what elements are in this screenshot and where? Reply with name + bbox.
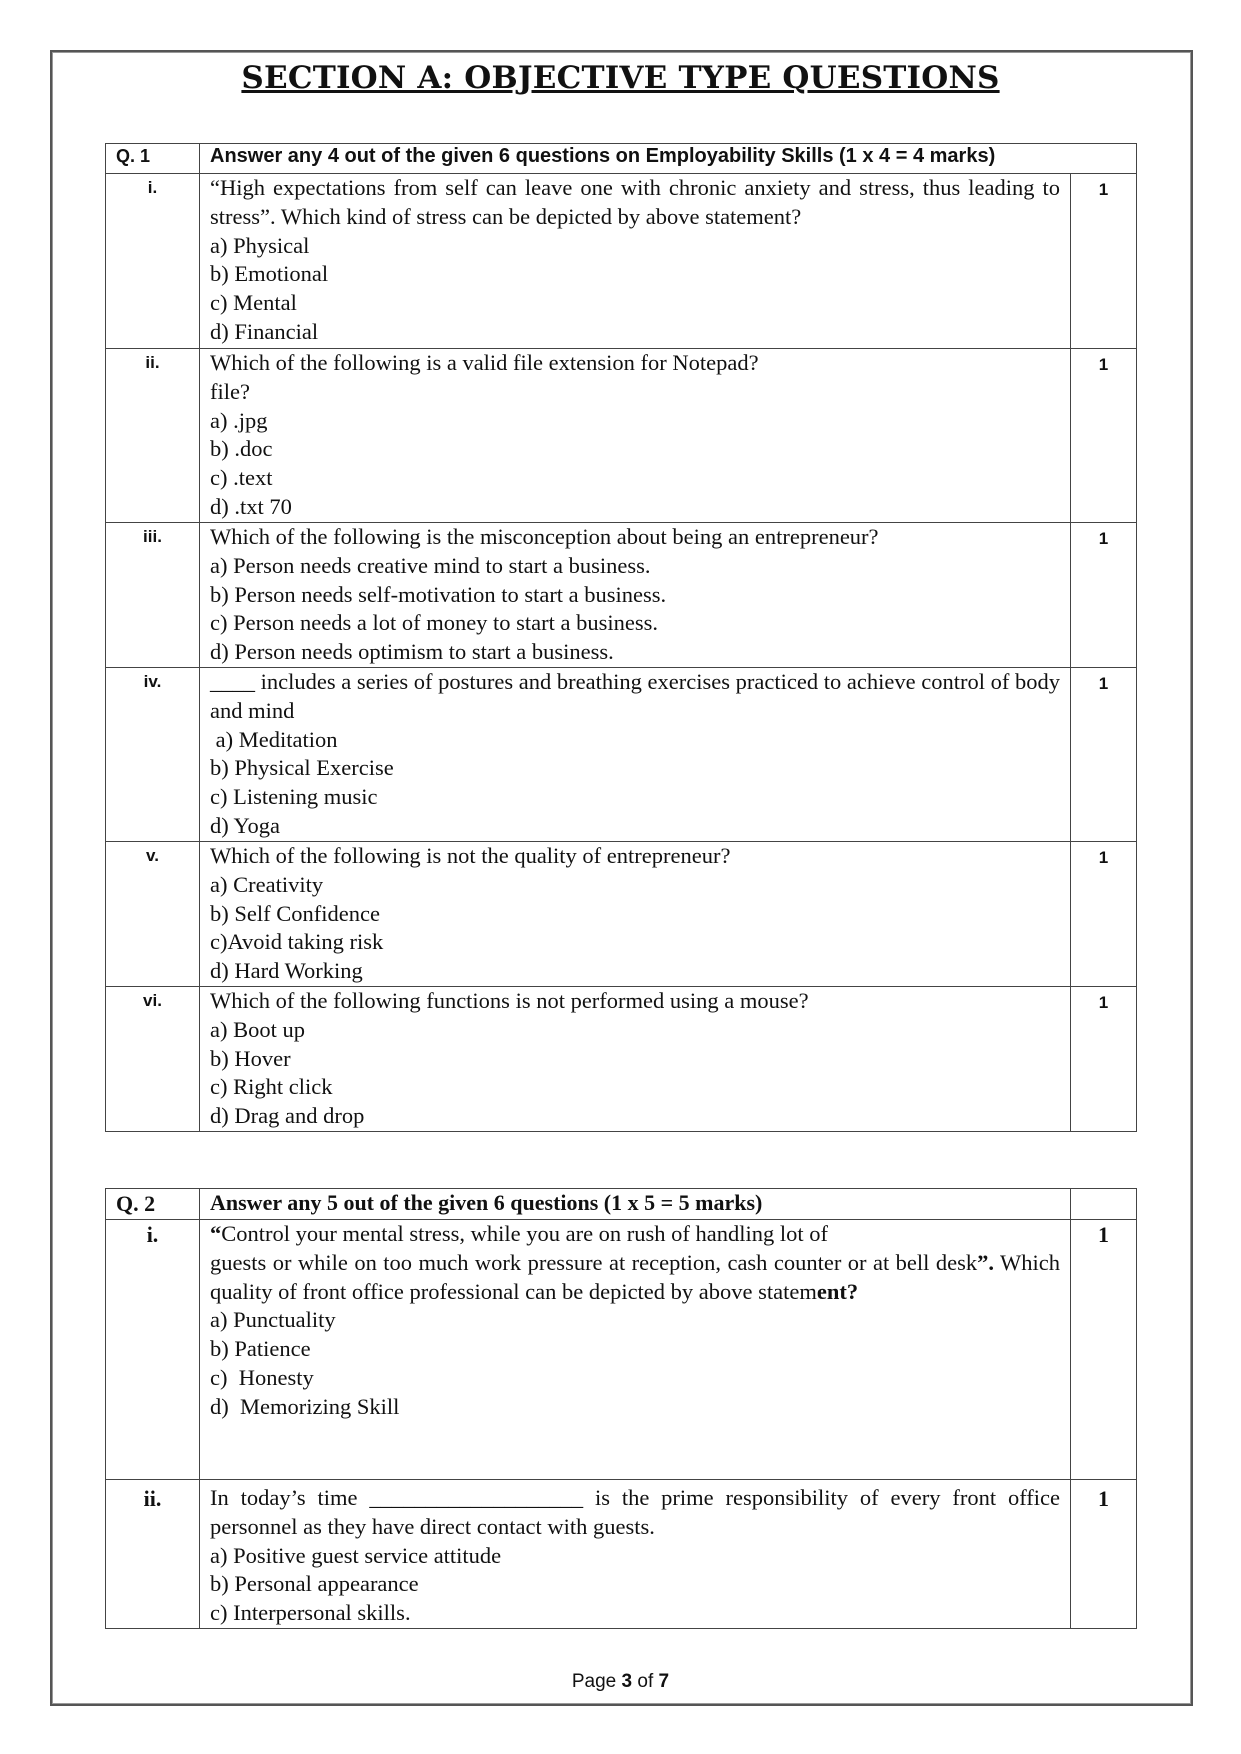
q1-option: c)Avoid taking risk (210, 929, 384, 955)
q2-number: Q. 2 (106, 1189, 200, 1220)
q2-item-stem: In today’s time ___________________ is the prime responsibility of every front office personnel as they have direct contact with guests. (210, 1485, 1060, 1539)
q1-option: c) .text (210, 465, 273, 491)
q1-item-stem: Which of the following is a valid file extension for Notepad? (210, 350, 759, 375)
q1-item-number: iii. (106, 523, 200, 668)
q1-item-row (106, 668, 1137, 842)
q2-item-row (106, 1220, 1137, 1480)
q1-item-marks: 1 (1070, 987, 1136, 1132)
close-quote: ”. (977, 1249, 994, 1275)
q1-item-stem: Which of the following is not the quality of entrepreneur? (210, 843, 731, 868)
q1-header-row (106, 144, 1137, 174)
q2-item-number: ii. (106, 1480, 200, 1629)
q1-option: b) Self Confidence (210, 900, 380, 926)
q1-option: d) .txt 70 (210, 493, 292, 519)
open-quote: “ (210, 1221, 222, 1246)
q1-item-stem: Which of the following functions is not performed using a mouse? (210, 988, 809, 1013)
q1-item-number: v. (106, 842, 200, 987)
q1-item-marks: 1 (1070, 842, 1136, 987)
page-footer (0, 1671, 1241, 1693)
q2-header-marks-cell (1071, 1189, 1137, 1220)
q2-item-marks: 1 (1071, 1220, 1137, 1480)
q1-option: c) Mental (210, 290, 297, 316)
q1-option: d) Financial (210, 318, 319, 344)
q1-item-stem: ____ includes a series of postures and breathing exercises practiced to achieve control of body and mind (210, 669, 1060, 723)
q1-item-number: vi. (106, 987, 200, 1132)
q1-instruction: Answer any 4 out of the given 6 questions on Employability Skills (1 x 4 = 4 marks) (200, 144, 1137, 174)
q2-item-marks: 1 (1071, 1480, 1137, 1629)
q2-stem-text: guests or while on too much work pressure at reception, cash counter or at bell desk (210, 1249, 978, 1275)
q2-option: b) Patience (210, 1336, 311, 1362)
q1-item-number: ii. (106, 349, 200, 523)
question-1-table (105, 143, 1137, 1132)
q2-instruction: Answer any 5 out of the given 6 questions (1 x 5 = 5 marks) (200, 1189, 1071, 1220)
section-title: SECTION A: OBJECTIVE TYPE QUESTIONS (241, 60, 1000, 96)
q1-option: b) Person needs self-motivation to start a business. (210, 581, 667, 607)
q2-item-stem-body (210, 1249, 1060, 1307)
q2-stem-bold-end: ent? (816, 1278, 859, 1304)
question-2-table (105, 1188, 1137, 1629)
current-page: 3 (621, 1671, 633, 1692)
q1-option: b) Physical Exercise (210, 755, 394, 781)
q2-option: d) Memorizing Skill (210, 1393, 400, 1419)
q1-item-row (106, 349, 1137, 523)
q2-header-row (106, 1189, 1137, 1220)
total-pages: 7 (658, 1671, 670, 1692)
q1-item-marks: 1 (1070, 668, 1136, 842)
q1-option: a) .jpg (210, 407, 268, 433)
q2-option: b) Personal appearance (210, 1571, 419, 1597)
q1-option: c) Listening music (210, 784, 378, 810)
q1-number: Q. 1 (106, 144, 200, 174)
q1-option: d) Yoga (210, 812, 281, 838)
q1-option: b) Hover (210, 1045, 291, 1071)
q1-option: a) Creativity (210, 871, 324, 897)
q1-option: a) Person needs creative mind to start a business. (210, 552, 651, 578)
q1-item-row (106, 842, 1137, 987)
q1-item-row (106, 987, 1137, 1132)
q1-item-row (106, 174, 1137, 349)
q2-stem-text: Control your mental stress, while you are on rush of handling lot of (221, 1221, 829, 1246)
q1-option: c) Person needs a lot of money to start a business. (210, 610, 659, 636)
q2-option: a) Positive guest service attitude (210, 1542, 502, 1568)
q1-option: a) Meditation (210, 726, 338, 752)
q2-option: c) Interpersonal skills. (210, 1600, 411, 1626)
of-label: of (637, 1671, 654, 1692)
q1-option: d) Person needs optimism to start a business. (210, 639, 614, 665)
q1-option: a) Boot up (210, 1016, 305, 1042)
q1-option: d) Drag and drop (210, 1103, 365, 1129)
q1-option: c) Right click (210, 1074, 333, 1100)
q2-stem-text: Which quality of front office professional can be depicted by above statem (210, 1249, 1060, 1304)
q1-item-number: i. (106, 174, 200, 349)
q1-item-number: iv. (106, 668, 200, 842)
q1-item-stem: “High expectations from self can leave one with chronic anxiety and stress, thus leading to stress”. Which kind of stress can be depicted by above statement? (210, 175, 1060, 229)
q2-item-row (106, 1480, 1137, 1629)
q1-option: a) Physical (210, 232, 310, 258)
q2-option: c) Honesty (210, 1364, 314, 1390)
q1-option: b) .doc (210, 436, 273, 462)
q1-item-row (106, 523, 1137, 668)
q2-item-number: i. (106, 1220, 200, 1480)
q2-option: a) Punctuality (210, 1307, 336, 1333)
page-label: Page (571, 1671, 617, 1692)
q1-item-marks: 1 (1070, 523, 1136, 668)
q1-item-extra: file? (210, 378, 250, 404)
q1-item-marks: 1 (1070, 174, 1136, 349)
q1-item-marks: 1 (1070, 349, 1136, 523)
q1-item-stem: Which of the following is the misconception about being an entrepreneur? (210, 524, 879, 549)
q1-option: d) Hard Working (210, 958, 363, 984)
q1-option: b) Emotional (210, 261, 329, 287)
q2-item-stem-line1 (210, 1220, 1060, 1249)
